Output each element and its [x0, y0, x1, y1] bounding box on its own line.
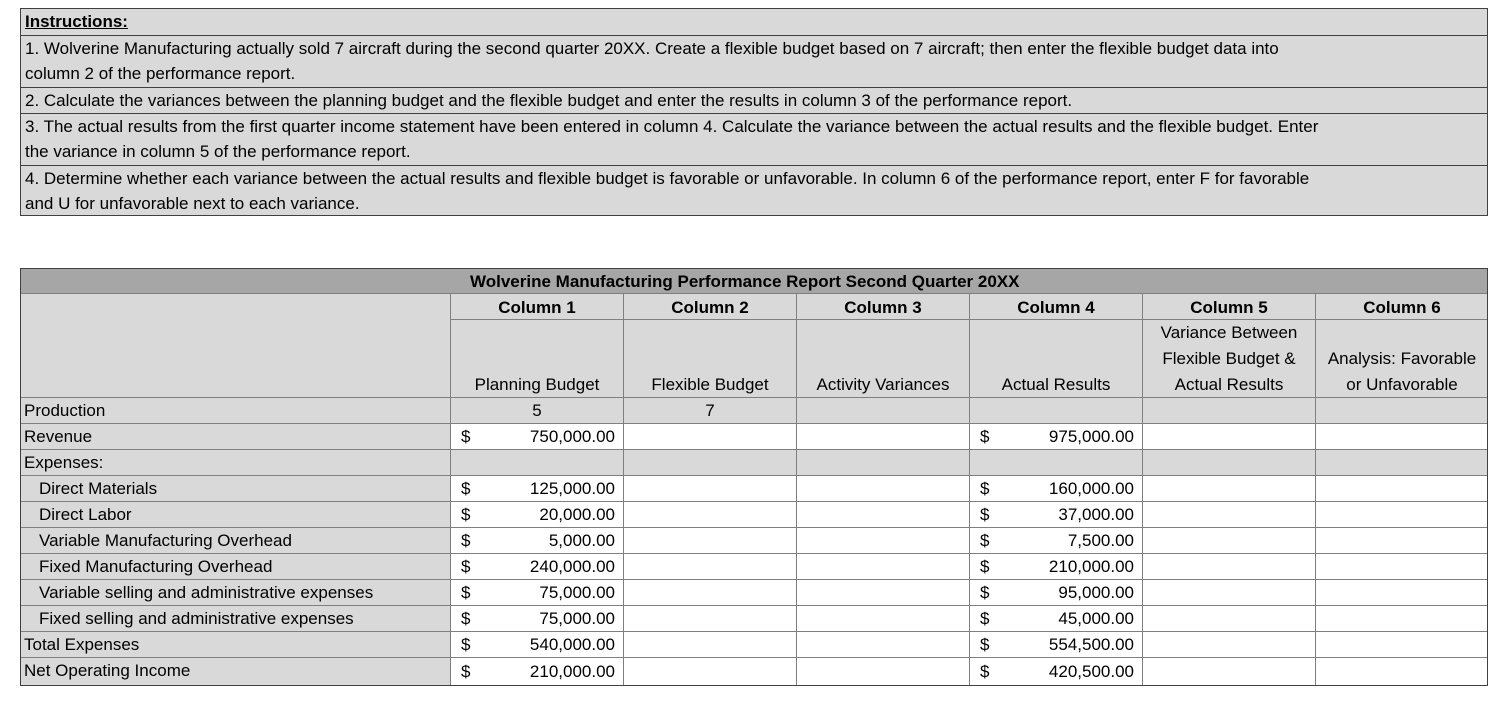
- variance-header-line-1: Variance Between: [1160, 323, 1298, 342]
- variable-sga-actual-value: 95,000.00: [1058, 582, 1134, 602]
- expenses-blank-4: [970, 450, 1143, 476]
- total-expenses-activity-cell[interactable]: [797, 632, 970, 658]
- fixed-sga-analysis-cell[interactable]: [1316, 606, 1488, 632]
- noi-actual: [970, 658, 1143, 686]
- direct-labor-activity-cell[interactable]: [797, 502, 970, 528]
- production-planning: [451, 398, 624, 424]
- direct-materials-label: Direct Materials: [20, 476, 451, 502]
- variable-moh-analysis-cell[interactable]: [1316, 528, 1488, 554]
- expenses-blank-6: [1316, 450, 1488, 476]
- noi-variance-cell[interactable]: [1143, 658, 1316, 686]
- currency-sign: $: [461, 530, 471, 550]
- direct-materials-flexible-cell[interactable]: [624, 476, 797, 502]
- instruction-line-2: column 2 of the performance report.: [25, 64, 296, 83]
- expenses-blank-2: [624, 450, 797, 476]
- revenue-flexible-cell[interactable]: [624, 424, 797, 450]
- total-expenses-actual-value: 554,500.00: [1048, 634, 1134, 654]
- revenue-actual: [970, 424, 1143, 450]
- expenses-blank-3: [797, 450, 970, 476]
- production-variance-cell[interactable]: [1143, 398, 1316, 424]
- instruction-line-1: 1. Wolverine Manufacturing actually sold 7 aircraft during the second quarter 20XX. Create a flexible budget based on 7 aircraft; then enter the flexible budget data into: [21, 35, 1487, 61]
- analysis-header-line-1: Analysis: Favorable: [1327, 349, 1477, 368]
- fixed-sga-planning-value: 75,000.00: [539, 608, 615, 628]
- fixed-moh-planning-value: 240,000.00: [529, 556, 615, 576]
- currency-sign: $: [980, 426, 990, 446]
- variable-sga-analysis-cell[interactable]: [1316, 580, 1488, 606]
- revenue-planning-value: 750,000.00: [529, 426, 615, 446]
- fixed-sga-activity-cell[interactable]: [797, 606, 970, 632]
- instructions-title: Instructions:: [25, 12, 128, 31]
- variable-moh-label: Variable Manufacturing Overhead: [20, 528, 451, 554]
- fixed-moh-actual: [970, 554, 1143, 580]
- revenue-planning: [451, 424, 624, 450]
- revenue-analysis-cell[interactable]: [1316, 424, 1488, 450]
- variable-sga-planning-value: 75,000.00: [539, 582, 615, 602]
- direct-labor-analysis-cell[interactable]: [1316, 502, 1488, 528]
- direct-materials-planning: [451, 476, 624, 502]
- currency-sign: $: [980, 634, 990, 654]
- currency-sign: $: [980, 478, 990, 498]
- production-flexible: [624, 398, 797, 424]
- direct-materials-actual-value: 160,000.00: [1048, 478, 1134, 498]
- noi-activity-cell[interactable]: [797, 658, 970, 686]
- row-label-header: [20, 294, 451, 398]
- analysis-header: [1316, 320, 1488, 398]
- direct-materials-analysis-cell[interactable]: [1316, 476, 1488, 502]
- expenses-label: Expenses:: [20, 450, 451, 476]
- fixed-moh-label: Fixed Manufacturing Overhead: [20, 554, 451, 580]
- fixed-sga-planning: [451, 606, 624, 632]
- report-title: Wolverine Manufacturing Performance Report Second Quarter 20XX: [470, 272, 1020, 291]
- expenses-blank-5: [1143, 450, 1316, 476]
- revenue-variance-cell[interactable]: [1143, 424, 1316, 450]
- production-activity-cell[interactable]: [797, 398, 970, 424]
- instruction-line-6: 4. Determine whether each variance between the actual results and flexible budget is favorable or unfavorable. In column 6 of the performance report, enter F for favorable: [21, 165, 1487, 191]
- variance-header-line-2: Flexible Budget &: [1162, 349, 1296, 368]
- noi-planning: [451, 658, 624, 686]
- variance-header-line-3: Actual Results: [1174, 375, 1284, 394]
- noi-flexible-cell[interactable]: [624, 658, 797, 686]
- instructions-box: [20, 8, 1488, 216]
- variable-moh-actual: [970, 528, 1143, 554]
- revenue-label: Revenue: [20, 424, 451, 450]
- revenue-actual-value: 975,000.00: [1048, 426, 1134, 446]
- fixed-moh-analysis-cell[interactable]: [1316, 554, 1488, 580]
- column-6-header: Column 6: [1316, 294, 1488, 320]
- direct-materials-actual: [970, 476, 1143, 502]
- variable-moh-actual-value: 7,500.00: [1067, 530, 1134, 550]
- variance-header: [1143, 320, 1316, 398]
- currency-sign: $: [980, 662, 990, 681]
- instruction-line-7: and U for unfavorable next to each variance.: [25, 194, 360, 213]
- variable-sga-variance-cell[interactable]: [1143, 580, 1316, 606]
- variable-sga-actual: [970, 580, 1143, 606]
- total-expenses-flexible-cell[interactable]: [624, 632, 797, 658]
- variable-sga-flexible-cell[interactable]: [624, 580, 797, 606]
- production-label: Production: [20, 398, 451, 424]
- direct-labor-flexible-cell[interactable]: [624, 502, 797, 528]
- fixed-moh-variance-cell[interactable]: [1143, 554, 1316, 580]
- total-expenses-variance-cell[interactable]: [1143, 632, 1316, 658]
- direct-materials-planning-value: 125,000.00: [529, 478, 615, 498]
- total-expenses-planning: [451, 632, 624, 658]
- analysis-header-line-2: or Unfavorable: [1346, 375, 1458, 394]
- column-5-header: Column 5: [1143, 294, 1316, 320]
- currency-sign: $: [461, 662, 471, 681]
- direct-labor-label: Direct Labor: [20, 502, 451, 528]
- currency-sign: $: [461, 634, 471, 654]
- direct-labor-variance-cell[interactable]: [1143, 502, 1316, 528]
- variable-moh-planning: [451, 528, 624, 554]
- direct-labor-planning: [451, 502, 624, 528]
- fixed-moh-actual-value: 210,000.00: [1048, 556, 1134, 576]
- production-flexible-value: 7: [705, 400, 715, 420]
- direct-labor-actual-value: 37,000.00: [1058, 504, 1134, 524]
- variable-moh-planning-value: 5,000.00: [548, 530, 615, 550]
- direct-materials-activity-cell[interactable]: [797, 476, 970, 502]
- total-expenses-planning-value: 540,000.00: [529, 634, 615, 654]
- variable-sga-label: Variable selling and administrative expenses: [20, 580, 451, 606]
- production-analysis-cell[interactable]: [1316, 398, 1488, 424]
- variable-moh-flexible-cell[interactable]: [624, 528, 797, 554]
- fixed-sga-actual: [970, 606, 1143, 632]
- planning-budget-header: Planning Budget: [451, 320, 624, 398]
- production-planning-value: 5: [532, 400, 542, 420]
- column-3-header: Column 3: [797, 294, 970, 320]
- total-expenses-actual: [970, 632, 1143, 658]
- variable-moh-variance-cell[interactable]: [1143, 528, 1316, 554]
- actual-results-header: Actual Results: [970, 320, 1143, 398]
- total-expenses-label: Total Expenses: [20, 632, 451, 658]
- currency-sign: $: [980, 582, 990, 602]
- noi-planning-value: 210,000.00: [529, 662, 615, 681]
- fixed-moh-activity-cell[interactable]: [797, 554, 970, 580]
- fixed-moh-planning: [451, 554, 624, 580]
- flexible-budget-header: Flexible Budget: [624, 320, 797, 398]
- noi-actual-value: 420,500.00: [1048, 662, 1134, 681]
- direct-labor-planning-value: 20,000.00: [539, 504, 615, 524]
- direct-labor-actual: [970, 502, 1143, 528]
- instruction-line-5: the variance in column 5 of the performance report.: [25, 142, 411, 161]
- variable-moh-activity-cell[interactable]: [797, 528, 970, 554]
- currency-sign: $: [461, 582, 471, 602]
- column-4-header: Column 4: [970, 294, 1143, 320]
- fixed-sga-label: Fixed selling and administrative expenses: [20, 606, 451, 632]
- currency-sign: $: [461, 478, 471, 498]
- fixed-sga-variance-cell[interactable]: [1143, 606, 1316, 632]
- variable-sga-activity-cell[interactable]: [797, 580, 970, 606]
- direct-materials-variance-cell[interactable]: [1143, 476, 1316, 502]
- expenses-blank-1: [451, 450, 624, 476]
- currency-sign: $: [461, 608, 471, 628]
- currency-sign: $: [461, 556, 471, 576]
- performance-report: [20, 268, 1488, 686]
- currency-sign: $: [461, 504, 471, 524]
- column-2-header: Column 2: [624, 294, 797, 320]
- total-expenses-analysis-cell[interactable]: [1316, 632, 1488, 658]
- production-actual-cell[interactable]: [970, 398, 1143, 424]
- instruction-line-3: 2. Calculate the variances between the planning budget and the flexible budget and enter the results in column 3 of the performance report.: [21, 87, 1487, 113]
- currency-sign: $: [980, 504, 990, 524]
- variable-sga-planning: [451, 580, 624, 606]
- currency-sign: $: [461, 426, 471, 446]
- column-1-header: Column 1: [451, 294, 624, 320]
- activity-variances-header: Activity Variances: [797, 320, 970, 398]
- instruction-line-4: 3. The actual results from the first quarter income statement have been entered in column 4. Calculate the variance between the actual results and the flexible budget. Enter: [21, 113, 1487, 139]
- currency-sign: $: [980, 556, 990, 576]
- currency-sign: $: [980, 530, 990, 550]
- fixed-sga-actual-value: 45,000.00: [1058, 608, 1134, 628]
- revenue-activity-cell[interactable]: [797, 424, 970, 450]
- noi-label: Net Operating Income: [20, 658, 451, 686]
- noi-analysis-cell[interactable]: [1316, 658, 1488, 686]
- currency-sign: $: [980, 608, 990, 628]
- fixed-moh-flexible-cell[interactable]: [624, 554, 797, 580]
- fixed-sga-flexible-cell[interactable]: [624, 606, 797, 632]
